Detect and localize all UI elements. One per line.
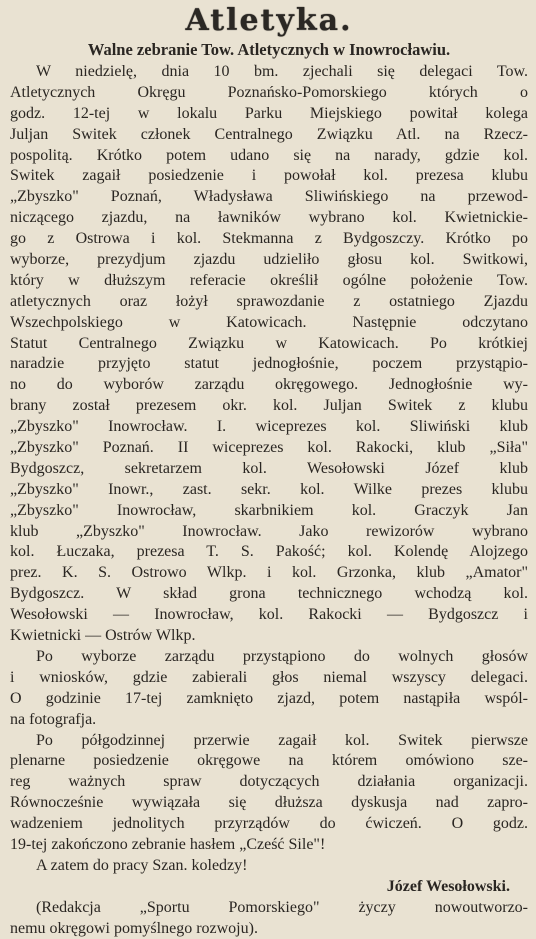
text-line: prez. K. S. Ostrowo Wlkp. i kol. Grzonka, klub „Amator" xyxy=(10,564,528,582)
article-body xyxy=(10,62,528,939)
text-line: pospolitą. Krótko potem udano się na narady, gdzie kol. xyxy=(10,146,528,164)
text-line: reg ważnych spraw dotyczących działania organizacji. xyxy=(10,773,528,791)
article-heading: Walne zebranie Tow. Atletycznych w Inowrocławiu. xyxy=(87,40,451,59)
editorial-note xyxy=(10,898,528,939)
text-line: Wszechpolskiego w Katowicach. Następnie odczytano xyxy=(10,313,528,331)
text-line: Switek zagaił posiedzenie i powołał kol. prezesa klubu xyxy=(10,167,528,185)
text-line: Kwietnicki — Ostrów Wlkp. xyxy=(10,627,196,645)
text-line: „Zbyszko" Poznań, Władysława Sliwińskiego na przewod- xyxy=(10,188,528,206)
text-line: W niedzielę, dnia 10 bm. zjechali się delegaci Tow. xyxy=(36,63,528,80)
text-line: „Zbyszko" Inowr., zast. sekr. kol. Wilke prezes klubu xyxy=(10,480,528,498)
text-line: Po wyborze zarządu przystąpiono do wolnych głosów xyxy=(36,647,528,665)
section-masthead: Atletyka. xyxy=(185,3,353,38)
text-line: Juljan Switek członek Centralnego Związku Atl. na Rzecz- xyxy=(10,125,528,143)
text-line: Atletycznych Okręgu Poznańsko-Pomorskiego których o xyxy=(10,83,528,101)
text-line: O godzinie 17-tej zamknięto zjazd, potem nastąpiła wspól- xyxy=(10,689,528,707)
text-line: kol. Łuczaka, prezesa T. S. Pakość; kol. Kolendę Alojzego xyxy=(10,543,528,561)
text-line: „Zbyszko" Inowrocław. I. wiceprezes kol. Sliwiński klub xyxy=(10,418,528,436)
text-line: godz. 12-tej w lokalu Parku Miejskiego powitał kolega xyxy=(10,104,528,122)
author-signature: Józef Wesołowski. xyxy=(386,877,510,895)
text-line: wadzeniem jednolitych przyrządów do ćwiczeń. O godz. xyxy=(10,815,528,833)
text-line: „Zbyszko" Inowrocław, skarbnikiem kol. Graczyk Jan xyxy=(10,501,528,519)
text-line: i wniosków, gdzie zabierali głos niemal wszyscy delegaci. xyxy=(10,668,528,686)
text-line: naradzie przyjęto statut jednogłośnie, poczem przystąpio- xyxy=(10,355,528,373)
text-line: który w dłuższym referacie określił ogólne położenie Tow. xyxy=(10,271,528,289)
text-line: na fotografja. xyxy=(10,710,97,728)
paragraph-free-motions xyxy=(10,647,528,731)
text-line: 19-tej zakończono zebranie hasłem „Cześć Sile"! xyxy=(10,835,326,853)
paragraph-delegates-meeting xyxy=(10,62,528,647)
text-line: klub „Zbyszko" Inowrocław. Jako rewizorów wybrano xyxy=(10,522,528,540)
text-line: go z Ostrowa i kol. Stekmanna z Bydgoszczy. Krótko po xyxy=(10,230,528,248)
text-line: nemu okręgowi pomyślnego rozwoju). xyxy=(10,919,258,937)
text-line: niczącego zjazdu, na ławników wybrano kol. Kwietnickie- xyxy=(10,209,528,227)
text-line: brany został prezesem okr. kol. Juljan Switek z klubu xyxy=(10,397,528,415)
text-line: atletycznych oraz łożył sprawozdanie z ostatniego Zjazdu xyxy=(10,292,528,310)
text-line: „Zbyszko" Poznań. II wiceprezes kol. Rakocki, klub „Siła" xyxy=(10,439,528,457)
text-line: Po półgodzinnej przerwie zagaił kol. Switek pierwsze xyxy=(36,731,528,749)
text-line: no do wyborów zarządu okręgowego. Jednogłośnie wy- xyxy=(10,376,528,394)
text-line: wyborze, prezydjum zjazdu udzieliło głosu kol. Switkowi, xyxy=(10,251,528,269)
text-line: Statut Centralnego Związku w Katowicach. Po krótkiej xyxy=(10,334,528,352)
text-line: Równocześnie wywiązała się dłuższa dyskusja nad zapro- xyxy=(10,794,528,812)
text-line: (Redakcja „Sportu Pomorskiego" życzy nowoutworzo- xyxy=(36,898,528,916)
text-line: Bydgoszcz. W skład grona technicznego wchodzą kol. xyxy=(10,585,528,603)
paragraph-plenary-session xyxy=(10,731,528,856)
text-line: plenarne posiedzenie okręgowe na którem omówiono sze- xyxy=(10,752,528,770)
text-line: Wesołowski — Inowrocław, kol. Rakocki — Bydgoszcz i xyxy=(10,606,528,624)
text-line: Bydgoszcz, sekretarzem kol. Wesołowski Józef klub xyxy=(10,459,528,477)
paragraph-closing-call xyxy=(10,856,528,877)
text-line: A zatem do pracy Szan. koledzy! xyxy=(36,856,248,874)
